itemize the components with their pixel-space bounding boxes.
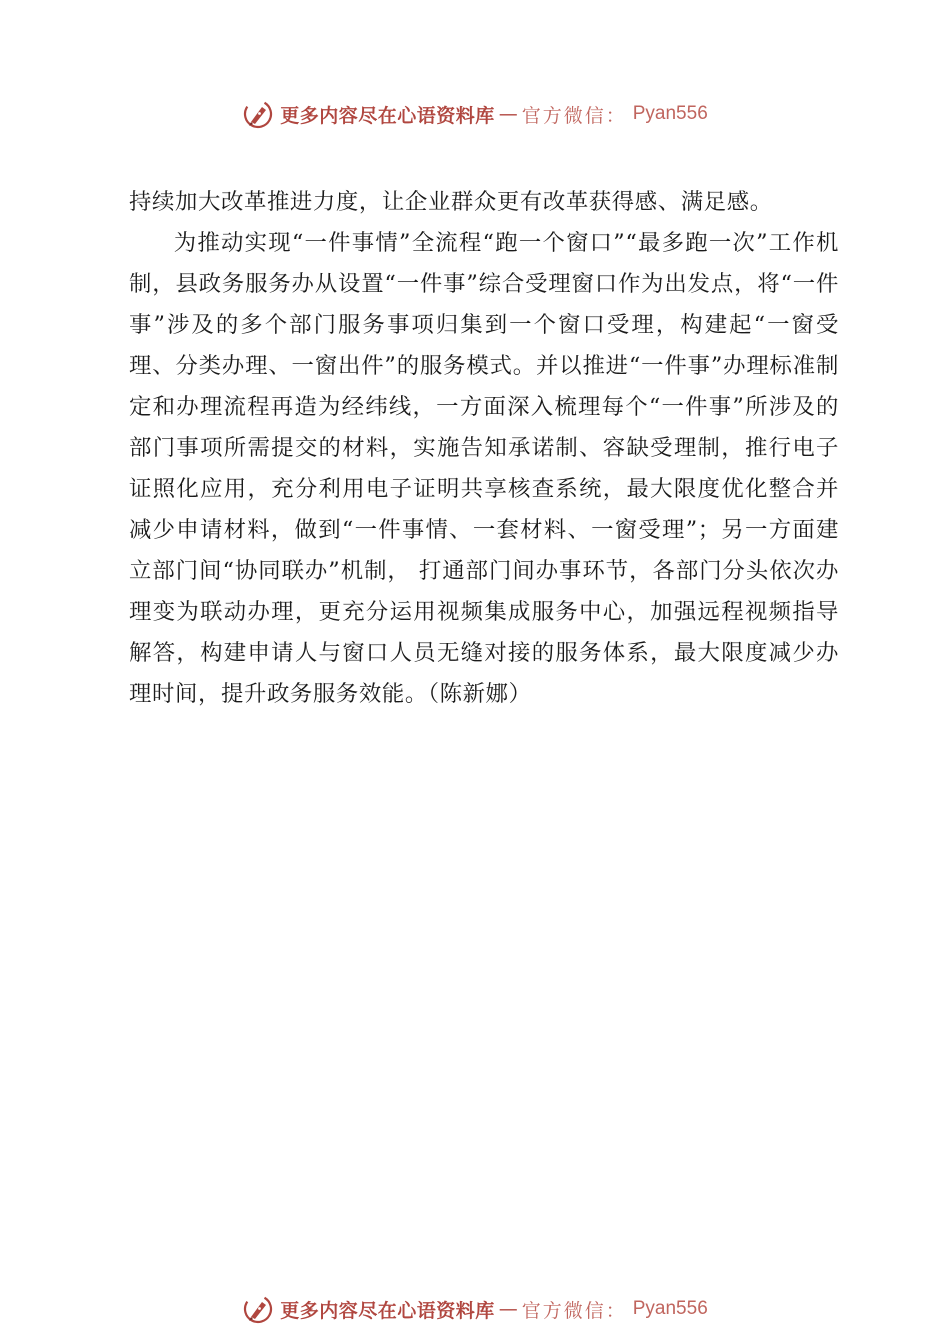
watermark-label: 官方微信： [521,1299,627,1322]
watermark-header [0,94,950,134]
watermark-brand: 更多内容尽在心语资料库 [280,104,495,127]
paragraph-continuation: 持续加大改革推进力度，让企业群众更有改革获得感、满足感。 [129,189,773,215]
watermark-dash: — [498,103,518,125]
watermark-footer [0,1289,950,1329]
watermark-dash: — [498,1298,518,1320]
watermark-brand: 更多内容尽在心语资料库 [280,1299,495,1322]
watermark-wechat-id: Pyan556 [632,1298,708,1319]
pen-nib-logo-icon [242,98,274,130]
paragraph-main: 为推动实现“一件事情”全流程“跑一个窗口”“最多跑一次”工作机制，县政务服务办从设置“一件事”综合受理窗口作为出发点，将“一件事”涉及的多个部门服务事项归集到一个窗口受理，构建起“一窗受理、分类办理、一窗出件”的服务模式。并以推进“一件事”办理标准制定和办理流程再造为经纬线，一方面深入梳理每个“一件事”所涉及的部门事项所需提交的材料，实施告知承诺制、容缺受理制，推行电子证照化应用，充分利用电子证明共享核查系统，最大限度优化整合并减少申请材料，做到“一件事情、一套材料、一窗受理”；另一方面建立部门间“协同联办”机制， 打通部门间办事环节，各部门分头依次办理变为联动办理，更充分运用视频集成服务中心，加强远程视频指导解答，构建申请人与窗口人员无缝对接的服务体系，最大限度减少办理时间，提升政务服务效能。（陈新娜） [129,230,839,707]
pen-nib-logo-icon [242,1293,274,1325]
document-body [129,182,839,715]
watermark-wechat-id: Pyan556 [632,103,708,124]
watermark-label: 官方微信： [521,104,627,127]
